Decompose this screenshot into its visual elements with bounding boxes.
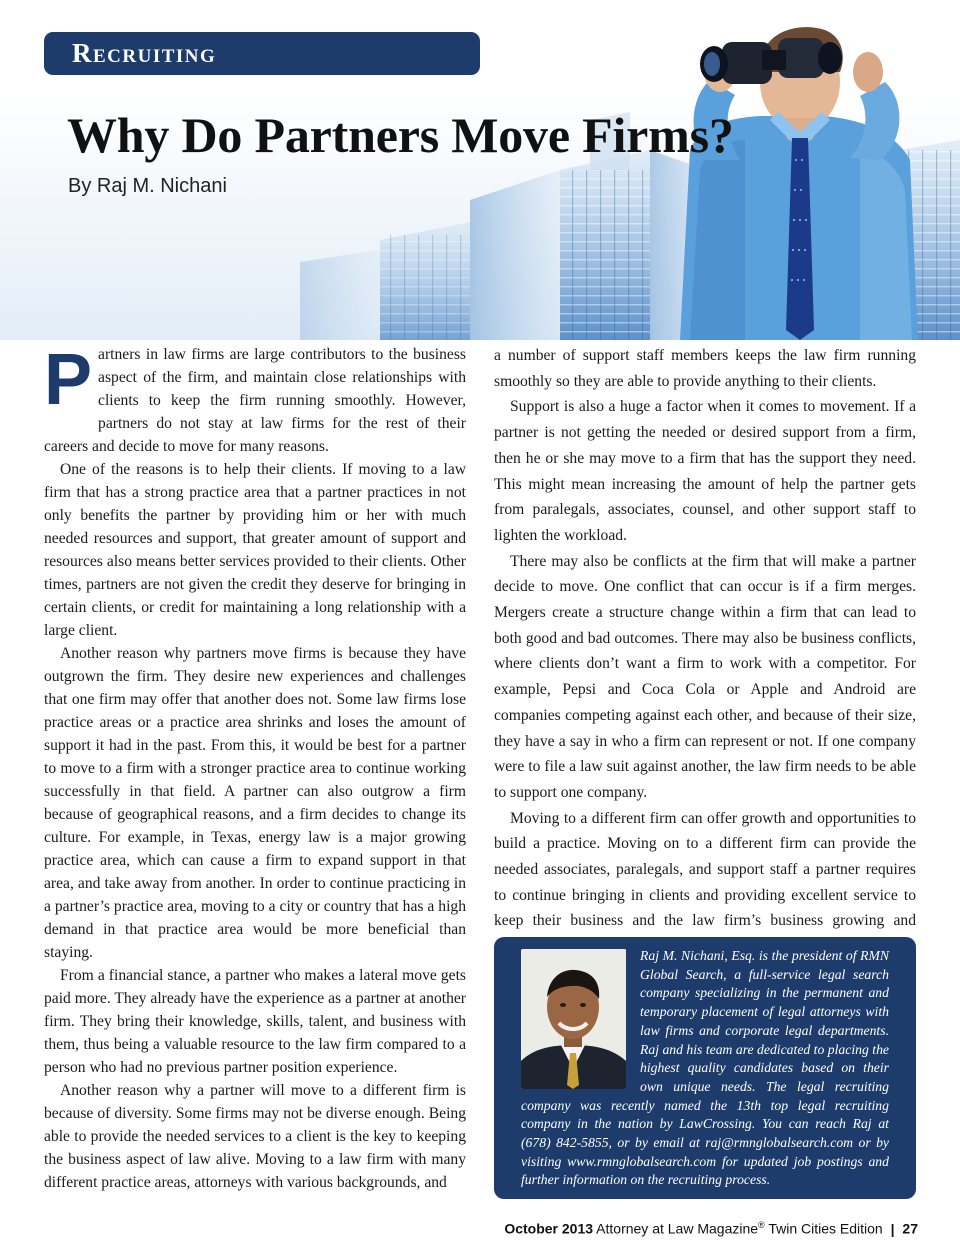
author-photo bbox=[521, 949, 626, 1089]
author-byline: By Raj M. Nichani bbox=[68, 175, 227, 197]
body-paragraph: Support is also a huge a factor when it comes to movement. If a partner is not getting the needed or desired support from a firm, then he or she may move to a firm that has the support they need. This might mean increasing the amount of help the partner gets from paralegals, associates, counsel, and other support staff to lighten the workload. bbox=[494, 398, 916, 544]
author-portrait-icon bbox=[521, 949, 626, 1089]
author-bio-box bbox=[494, 937, 916, 1199]
section-label: Recruiting bbox=[44, 32, 480, 75]
lead-text: artners in law firms are large contributors to the business aspect of the firm, and maintain close relationships with clients to keep the firm running smoothly. However, partners do not stay at law firms for the rest of their careers and decide to move for many reasons. bbox=[44, 346, 466, 455]
article-column-right bbox=[494, 343, 916, 960]
body-paragraph: Another reason why a partner will move to a different firm is because of diversity. Some firms may not be diverse enough. Being able to provide the needed services to a client is the key to keeping the business aspect of law alive. Moving to a law firm with many different practice areas, attorneys with various backgrounds, and bbox=[44, 1082, 466, 1191]
trademark-symbol: ® bbox=[758, 1220, 765, 1230]
article-column-left bbox=[44, 340, 466, 1194]
continuation-paragraph: a number of support staff members keeps the law firm running smoothly so they are able to provide anything to their clients. bbox=[494, 347, 916, 390]
body-paragraph: From a financial stance, a partner who makes a lateral move gets paid more. They already have the experience as a partner at another firm. They bring their knowledge, skills, talent, and business with them, thus being a valuable resource to the law firm compared to a person who had no previous partner position experience. bbox=[44, 967, 466, 1076]
businessman-with-binoculars bbox=[680, 27, 918, 340]
body-paragraph: One of the reasons is to help their clients. If moving to a law firm that has a strong practice area that a partner practices in not only benefits the partner by providing him or her with much needed resources and support, that greater amount of support and resources also means better services provided to their clients. Other times, partners are not given the credit they deserve for bringing in certain clients, or credit for maintaining a long relationship with a large client. bbox=[44, 461, 466, 639]
footer-separator: | bbox=[890, 1220, 895, 1237]
publication-name: Attorney at Law Magazine bbox=[596, 1220, 759, 1237]
body-paragraph: Moving to a different firm can offer growth and opportunities to build a practice. Moving on to a different firm can provide the needed associates, paralegals, and support staff a partner requires to continue bringing in clients and providing excellent service to keep their business and the law firm’s business growing and bbox=[494, 809, 916, 930]
edition-name: Twin Cities Edition bbox=[768, 1220, 883, 1237]
author-bio-text: Raj M. Nichani, Esq. is the president of RMN Global Search, a full-service legal search company specializing in the permanent and temporary placement of legal attorneys with law firms and corporate legal departments. Raj and his team are dedicated to placing the highest quality candidates based on their own unique needs. The legal recruiting company was recently named the 13th top legal recruiting company in the nation by LawCrossing. You can reach Raj at (678) 842-5855, or by email at raj@rmnglobalsearch.com or by visiting www.rmnglobalsearch.com for updated job postings and further information on the recruiting process. bbox=[521, 948, 889, 1188]
header-image bbox=[0, 0, 960, 340]
issue-date: October 2013 bbox=[504, 1220, 594, 1237]
page-number: 27 bbox=[902, 1220, 918, 1237]
body-paragraph: There may also be conflicts at the firm that will make a partner decide to move. One conflict that can occur is if a firm merges. Mergers create a structure change within a firm that can lead to both good and bad outcomes. There may also be business conflicts, where clients don’t want a firm to work with a competitor. For example, Pepsi and Coca Cola or Apple and Android are companies competing against each other, and because of their size, they have a say in who a firm can represent or not. If one company were to file a law suit against another, the law firm needs to be able to support one company. bbox=[494, 552, 916, 801]
page-footer bbox=[504, 1220, 918, 1237]
lead-paragraph bbox=[44, 340, 466, 458]
body-paragraph: Another reason why partners move firms is because they have outgrown the firm. They desire new experiences and challenges that one firm may offer that another does not. Some law firms lose practice areas or a practice area shrinks and loses the amount of support it had in the past. From this, it would be best for a partner to move to a firm with a stronger practice area to continue working successfully in that field. A partner can also outgrow a firm because of geographical reasons, and a firm decides to change its culture. For example, in Texas, energy law is a major growing practice area, which can cause a firm to expand support in that area, and take away from another. In order to continue practicing in a partner’s practice area, moving to a city or country that has a high demand in that practice area would be more beneficial than staying. bbox=[44, 645, 466, 961]
article-title: Why Do Partners Move Firms? bbox=[67, 107, 734, 163]
drop-cap: P bbox=[44, 340, 93, 420]
